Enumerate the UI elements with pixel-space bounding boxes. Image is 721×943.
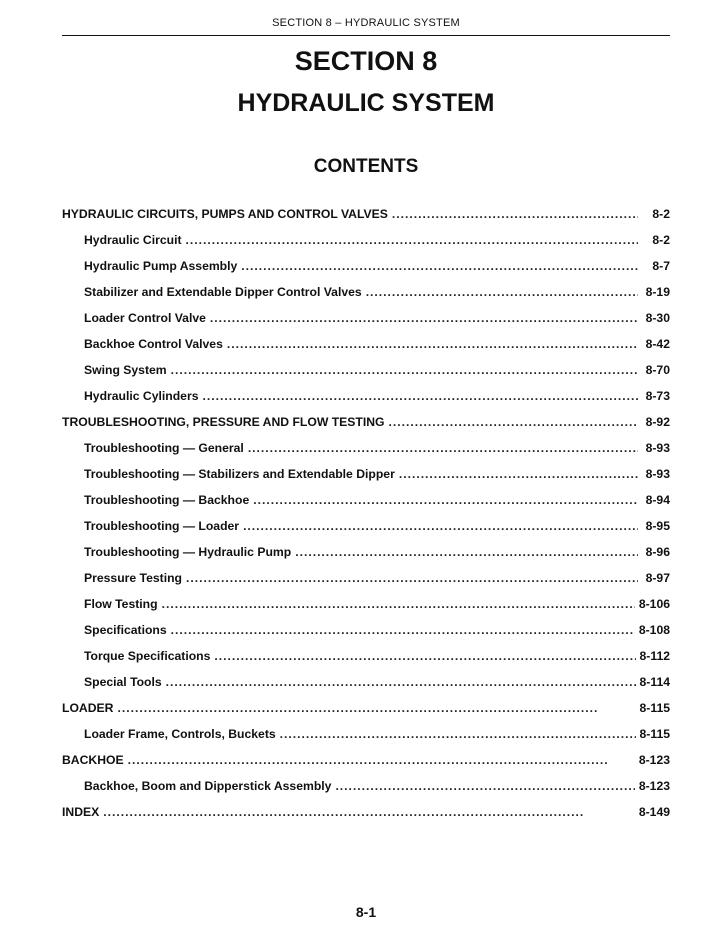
toc-entry[interactable] bbox=[62, 545, 670, 571]
toc-entry[interactable] bbox=[62, 285, 670, 311]
page-number: 8-1 bbox=[355, 904, 377, 920]
toc-entry-page: 8-97 bbox=[645, 571, 670, 585]
toc-entry-label: Troubleshooting — Hydraulic Pump bbox=[84, 545, 292, 559]
toc-dot-leader bbox=[366, 285, 638, 299]
toc-entry-page: 8-73 bbox=[645, 389, 670, 403]
toc-section-entry[interactable] bbox=[62, 207, 670, 233]
table-of-contents bbox=[62, 207, 670, 831]
toc-dot-leader bbox=[214, 649, 635, 663]
toc-entry[interactable] bbox=[62, 727, 670, 753]
section-title: HYDRAULIC SYSTEM bbox=[237, 89, 495, 117]
toc-entry-label: BACKHOE bbox=[62, 753, 124, 767]
toc-dot-leader bbox=[171, 623, 635, 637]
toc-entry-label: TROUBLESHOOTING, PRESSURE AND FLOW TESTING bbox=[62, 415, 385, 429]
toc-entry-page: 8-106 bbox=[638, 597, 670, 611]
toc-dot-leader bbox=[280, 727, 636, 741]
toc-entry[interactable] bbox=[62, 649, 670, 675]
toc-entry-label: Troubleshooting — General bbox=[84, 441, 244, 455]
toc-entry-page: 8-112 bbox=[639, 649, 670, 663]
toc-dot-leader bbox=[227, 337, 638, 351]
toc-entry[interactable] bbox=[62, 441, 670, 467]
toc-entry-page: 8-115 bbox=[639, 701, 670, 715]
toc-entry[interactable] bbox=[62, 675, 670, 701]
toc-entry-page: 8-123 bbox=[638, 753, 670, 767]
toc-entry-label: Swing System bbox=[84, 363, 167, 377]
toc-entry-page: 8-114 bbox=[639, 675, 670, 689]
toc-entry-page: 8-94 bbox=[645, 493, 670, 507]
toc-dot-leader bbox=[166, 675, 636, 689]
toc-entry[interactable] bbox=[62, 493, 670, 519]
toc-dot-leader bbox=[210, 311, 638, 325]
toc-dot-leader bbox=[243, 519, 638, 533]
toc-entry[interactable] bbox=[62, 259, 670, 285]
toc-entry-label: Stabilizer and Extendable Dipper Control Valves bbox=[84, 285, 362, 299]
toc-entry-label: HYDRAULIC CIRCUITS, PUMPS AND CONTROL VALVES bbox=[62, 207, 388, 221]
toc-entry[interactable] bbox=[62, 597, 670, 623]
toc-entry-label: Hydraulic Pump Assembly bbox=[84, 259, 238, 273]
toc-dot-leader bbox=[202, 389, 638, 403]
toc-dot-leader bbox=[171, 363, 638, 377]
toc-entry-page: 8-115 bbox=[639, 727, 670, 741]
toc-entry-label: LOADER bbox=[62, 701, 114, 715]
toc-entry-label: Specifications bbox=[84, 623, 167, 637]
toc-entry[interactable] bbox=[62, 571, 670, 597]
toc-entry-label: Loader Frame, Controls, Buckets bbox=[84, 727, 276, 741]
toc-entry-page: 8-149 bbox=[638, 805, 670, 819]
toc-section-entry[interactable] bbox=[62, 753, 670, 779]
toc-entry-page: 8-70 bbox=[645, 363, 670, 377]
toc-entry[interactable] bbox=[62, 311, 670, 337]
toc-entry-page: 8-92 bbox=[645, 415, 670, 429]
toc-entry[interactable] bbox=[62, 233, 670, 259]
toc-dot-leader bbox=[162, 597, 635, 611]
toc-entry[interactable] bbox=[62, 467, 670, 493]
toc-dot-leader bbox=[248, 441, 638, 455]
contents-heading: CONTENTS bbox=[313, 156, 419, 177]
toc-entry-page: 8-123 bbox=[638, 779, 670, 793]
toc-entry-page: 8-93 bbox=[645, 441, 670, 455]
toc-dot-leader bbox=[186, 571, 638, 585]
toc-entry-page: 8-108 bbox=[638, 623, 670, 637]
toc-dot-leader bbox=[295, 545, 638, 559]
toc-entry-label: Flow Testing bbox=[84, 597, 158, 611]
toc-entry-label: Pressure Testing bbox=[84, 571, 182, 585]
toc-entry-label: Torque Specifications bbox=[84, 649, 211, 663]
toc-entry-page: 8-7 bbox=[652, 259, 670, 273]
toc-entry-page: 8-2 bbox=[652, 207, 670, 221]
toc-entry-page: 8-19 bbox=[645, 285, 670, 299]
toc-entry-page: 8-93 bbox=[645, 467, 670, 481]
toc-dot-leader bbox=[186, 233, 638, 247]
toc-dot-leader bbox=[253, 493, 638, 507]
toc-entry-label: Backhoe Control Valves bbox=[84, 337, 223, 351]
toc-entry[interactable] bbox=[62, 519, 670, 545]
toc-entry-label: INDEX bbox=[62, 805, 100, 819]
toc-entry-label: Troubleshooting — Backhoe bbox=[84, 493, 250, 507]
toc-entry[interactable] bbox=[62, 389, 670, 415]
toc-dot-leader bbox=[241, 259, 638, 273]
toc-entry-page: 8-30 bbox=[645, 311, 670, 325]
toc-entry[interactable] bbox=[62, 623, 670, 649]
toc-entry[interactable] bbox=[62, 363, 670, 389]
toc-section-entry[interactable] bbox=[62, 701, 670, 727]
running-header: SECTION 8 – HYDRAULIC SYSTEM bbox=[272, 17, 460, 29]
toc-dot-leader bbox=[399, 467, 638, 481]
toc-entry-label: Loader Control Valve bbox=[84, 311, 206, 325]
toc-entry-page: 8-95 bbox=[645, 519, 670, 533]
toc-entry[interactable] bbox=[62, 779, 670, 805]
toc-entry-label: Backhoe, Boom and Dipperstick Assembly bbox=[84, 779, 332, 793]
toc-dot-leader bbox=[335, 779, 634, 793]
toc-entry-label: Hydraulic Circuit bbox=[84, 233, 182, 247]
toc-entry-label: Troubleshooting — Loader bbox=[84, 519, 240, 533]
toc-dot-leader bbox=[128, 753, 635, 767]
toc-dot-leader bbox=[389, 415, 638, 429]
toc-dot-leader bbox=[117, 701, 635, 715]
toc-dot-leader bbox=[392, 207, 638, 221]
toc-entry-page: 8-42 bbox=[645, 337, 670, 351]
toc-entry-label: Special Tools bbox=[84, 675, 162, 689]
toc-section-entry[interactable] bbox=[62, 415, 670, 441]
toc-section-entry[interactable] bbox=[62, 805, 670, 831]
toc-entry-label: Troubleshooting — Stabilizers and Extendable Dipper bbox=[84, 467, 395, 481]
header-divider bbox=[62, 35, 670, 36]
toc-entry[interactable] bbox=[62, 337, 670, 363]
toc-dot-leader bbox=[103, 805, 635, 819]
toc-entry-page: 8-96 bbox=[645, 545, 670, 559]
section-number: SECTION 8 bbox=[294, 46, 438, 76]
toc-entry-label: Hydraulic Cylinders bbox=[84, 389, 199, 403]
toc-entry-page: 8-2 bbox=[652, 233, 670, 247]
